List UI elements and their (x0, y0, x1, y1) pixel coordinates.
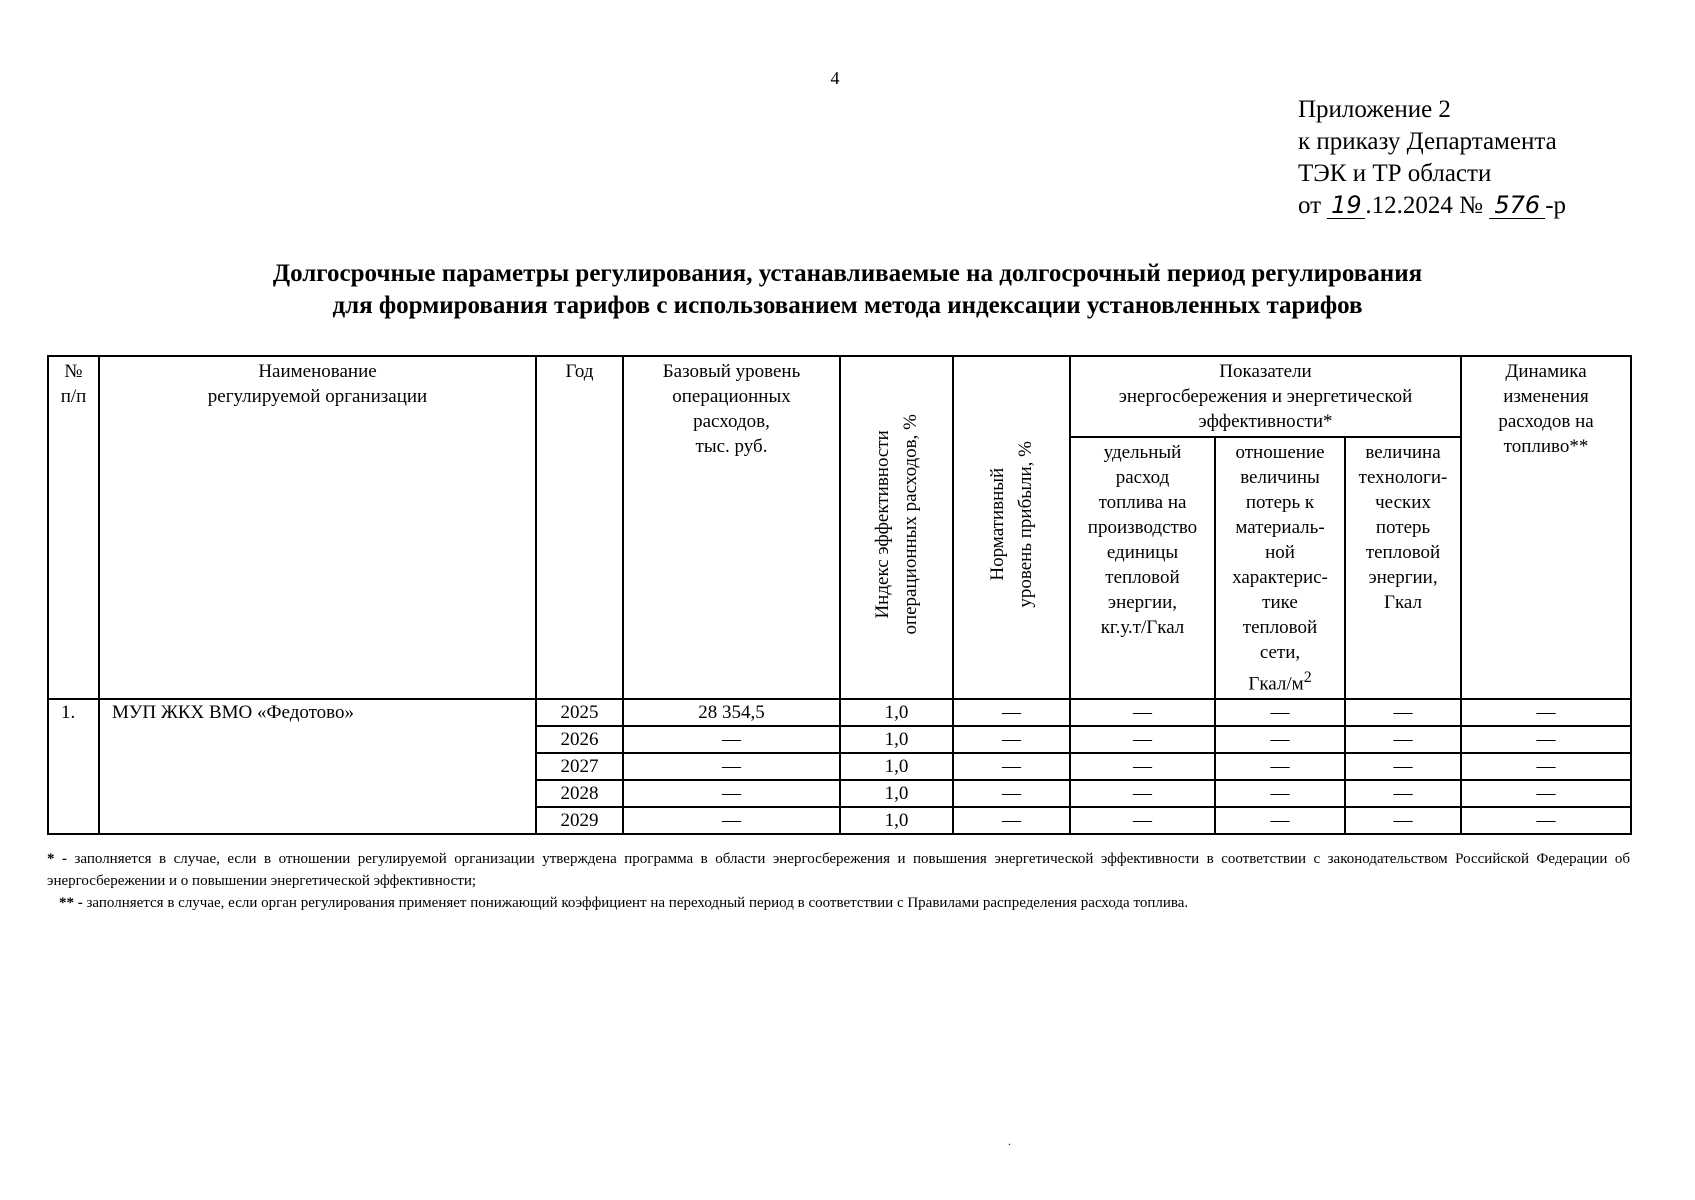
header-base-l2: операционных (672, 386, 791, 407)
parameters-table (47, 355, 1632, 835)
cell-index: 1,0 (840, 726, 953, 753)
cell-tech: — (1345, 753, 1461, 780)
header-base-l4: тыс. руб. (695, 436, 768, 457)
header-loss-l7: тике (1262, 592, 1298, 613)
header-loss-superscript: 2 (1303, 669, 1312, 686)
date-rest: .12.2024 № (1365, 192, 1483, 219)
cell-fuel: — (1070, 807, 1215, 834)
header-number-l2: п/п (60, 386, 87, 407)
header-organization (99, 356, 536, 699)
header-fuel-l8: кг.у.т/Гкал (1100, 617, 1185, 638)
cell-dynamics: — (1461, 780, 1631, 807)
footnote-2 (47, 892, 1630, 914)
organization-name: МУП ЖКХ ВМО «Федотово» (99, 699, 536, 834)
header-normative-profit (953, 356, 1070, 699)
cell-tech: — (1345, 699, 1461, 726)
cell-profit: — (953, 807, 1070, 834)
header-number (48, 356, 99, 699)
header-org-l2: регулируемой организации (207, 386, 428, 407)
title-line-1: Долгосрочные параметры регулирования, устанавливаемые на долгосрочный период регулирования (272, 260, 1423, 287)
date-prefix: от (1298, 192, 1322, 219)
cell-base: 28 354,5 (623, 699, 840, 726)
footnote-2-mark: ** - (59, 895, 83, 911)
appendix-line-2: к приказу Департамента (1298, 128, 1557, 155)
header-loss-ratio (1215, 437, 1345, 699)
appendix-block (1298, 94, 1566, 222)
header-fuel-l4: производство (1087, 517, 1198, 538)
header-loss-l6: характерис- (1232, 567, 1328, 588)
cell-index: 1,0 (840, 807, 953, 834)
header-loss-l2: величины (1240, 467, 1320, 488)
header-profit-l2: уровень прибыли, % (1014, 440, 1036, 608)
document-title (0, 258, 1695, 322)
header-tech-l4: потерь (1375, 517, 1431, 538)
header-tech-l5: тепловой (1365, 542, 1441, 563)
cell-loss: — (1215, 699, 1345, 726)
header-fuel-l7: энергии, (1107, 592, 1178, 613)
header-energy-indicators (1070, 356, 1461, 437)
cell-tech: — (1345, 780, 1461, 807)
cell-year: 2026 (536, 726, 623, 753)
appendix-date-line (1298, 190, 1566, 222)
header-energy-l2: энергосбережения и энергетической (1118, 386, 1413, 407)
header-fuel-l5: единицы (1106, 542, 1179, 563)
header-tech-l1: величина (1365, 442, 1441, 463)
cell-tech: — (1345, 807, 1461, 834)
header-energy-l3: эффективности* (1198, 411, 1333, 432)
header-base-l3: расходов, (693, 411, 770, 432)
header-loss-l8: тепловой (1242, 617, 1318, 638)
cell-year: 2029 (536, 807, 623, 834)
header-base-l1: Базовый уровень (662, 361, 801, 382)
cell-dynamics: — (1461, 807, 1631, 834)
date-day-handwritten: 19 (1327, 192, 1365, 219)
cell-loss: — (1215, 807, 1345, 834)
header-org-l1: Наименование (258, 361, 377, 382)
cell-base: — (623, 780, 840, 807)
footnote-2-text: заполняется в случае, если орган регулирования применяет понижающий коэффициент на переходный период в соответствии с Правилами распределения расхода топлива. (86, 895, 1189, 911)
page-number: 4 (830, 68, 840, 88)
stray-mark: . (1008, 1134, 1011, 1148)
header-dyn-l2: изменения (1503, 386, 1589, 407)
footnotes (47, 848, 1630, 914)
cell-loss: — (1215, 780, 1345, 807)
header-loss-l4: материаль- (1235, 517, 1325, 538)
cell-index: 1,0 (840, 753, 953, 780)
cell-profit: — (953, 699, 1070, 726)
table-row (48, 699, 1631, 726)
header-fuel-l6: тепловой (1105, 567, 1180, 588)
header-loss-l10: Гкал/м (1248, 673, 1304, 695)
footnote-1-text: заполняется в случае, если в отношении регулируемой организации утверждена программа в области энергосбережения и повышения энергетической эффективности в соответствии с законодательством Российской Федерации об энергосбережении и о повышении энергетической эффективности; (47, 851, 1631, 889)
header-energy-l1: Показатели (1219, 361, 1312, 382)
header-tech-losses (1345, 437, 1461, 699)
header-tech-l3: ческих (1375, 492, 1431, 513)
header-loss-l9: сети, (1259, 642, 1301, 663)
header-fuel-dynamics (1461, 356, 1631, 699)
cell-fuel: — (1070, 699, 1215, 726)
header-loss-l3: потерь к (1245, 492, 1315, 513)
header-fuel-l2: расход (1115, 467, 1170, 488)
header-index-l2: операционных расходов, % (899, 413, 921, 635)
header-dyn-l4: топливо** (1503, 436, 1589, 457)
order-suffix: -р (1545, 192, 1567, 219)
header-number-l1: № (64, 361, 83, 382)
row-number: 1. (48, 699, 99, 834)
cell-base: — (623, 807, 840, 834)
order-number-handwritten: 576 (1489, 192, 1545, 219)
cell-tech: — (1345, 726, 1461, 753)
cell-year: 2025 (536, 699, 623, 726)
header-index-l1: Индекс эффективности (871, 429, 893, 619)
cell-fuel: — (1070, 753, 1215, 780)
cell-index: 1,0 (840, 780, 953, 807)
header-fuel-l3: топлива на (1098, 492, 1187, 513)
header-base-level (623, 356, 840, 699)
header-fuel-l1: удельный (1103, 442, 1182, 463)
header-loss-l1: отношение (1235, 442, 1325, 463)
header-loss-l5: ной (1265, 542, 1295, 563)
header-dyn-l3: расходов на (1498, 411, 1594, 432)
cell-dynamics: — (1461, 699, 1631, 726)
cell-year: 2027 (536, 753, 623, 780)
header-year: Год (536, 356, 623, 699)
footnote-1 (47, 848, 1630, 892)
header-profit-l1: Нормативный (986, 467, 1008, 581)
header-tech-l2: технологи- (1358, 467, 1448, 488)
appendix-line-3: ТЭК и ТР области (1298, 160, 1492, 187)
cell-dynamics: — (1461, 753, 1631, 780)
footnote-1-mark: * - (47, 851, 67, 867)
cell-fuel: — (1070, 726, 1215, 753)
cell-profit: — (953, 753, 1070, 780)
cell-base: — (623, 726, 840, 753)
cell-fuel: — (1070, 780, 1215, 807)
title-line-2: для формирования тарифов с использованием метода индексации установленных тарифов (332, 292, 1363, 319)
cell-index: 1,0 (840, 699, 953, 726)
header-efficiency-index (840, 356, 953, 699)
cell-base: — (623, 753, 840, 780)
header-tech-l6: энергии, (1368, 567, 1438, 588)
cell-profit: — (953, 780, 1070, 807)
cell-loss: — (1215, 726, 1345, 753)
cell-profit: — (953, 726, 1070, 753)
header-tech-l7: Гкал (1384, 592, 1423, 613)
appendix-line-1: Приложение 2 (1298, 96, 1451, 123)
header-dyn-l1: Динамика (1505, 361, 1587, 382)
cell-year: 2028 (536, 780, 623, 807)
cell-dynamics: — (1461, 726, 1631, 753)
cell-loss: — (1215, 753, 1345, 780)
header-fuel-consumption (1070, 437, 1215, 699)
